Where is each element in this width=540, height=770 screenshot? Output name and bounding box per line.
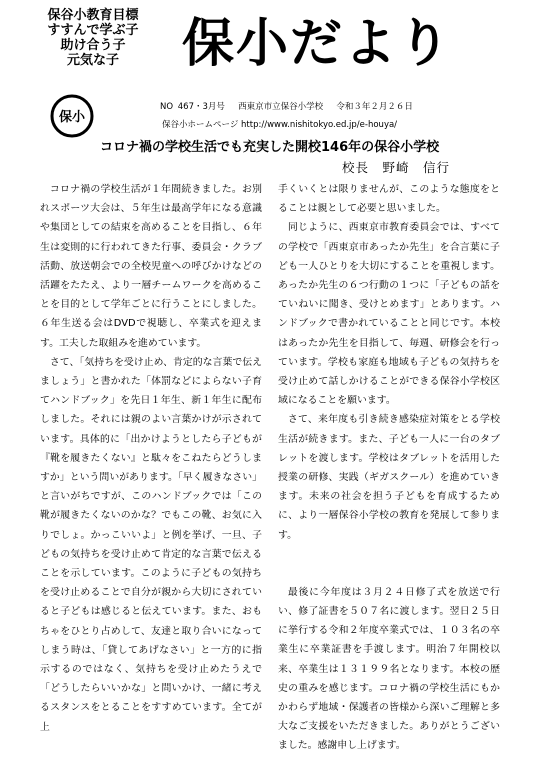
homepage-label: 保谷小ホームページ: [162, 120, 239, 130]
paragraph: さて、「気持ちを受け止め、肯定的な言葉で伝えましょう」と書かれた「体罰などによらない子育てハンドブック」を先日１年生、新１年生に配布しました。それには親のよい言葉かけが示されています。具体的に「出かけようとしたら子どもが『靴を履きたくない』と駄々をこねたらどうしますか」という問いがあります。「早く履きなさい」と言いがちですが、このハンドブックでは「この靴が履きたくないのかな？でもこの靴、お気に入りでしょ。かっこいいよ」と例を挙げ、一旦、子どもの気持ちを受け止めて肯定的な言葉で伝えることを示しています。このように子どもの気持ちを受け止めることで自分が親から大切にされていると子どもは感じると伝えています。また、おもちゃをひとり占めして、友達と取り合いになってしまう時は、「貸してあげなさい」と一方的に指示するのではなく、気持ちを受け止めたうえで「どうしたらいいかな」と問いかけ、一緒に考えるスタンスをとることをすすめています。全てが上: [40, 356, 262, 733]
article-column-right: [278, 180, 500, 756]
paragraph: コロナ禍の学校生活が１年間続きました。お別れスポーツ大会は、５年生は最高学年になる意識や集団としての結束を高めることを目指し、６年生は変則的に行われてきた行事、委員会・クラブ活動、放送朝会での全校児童への呼びかけなどの活躍をたたえ、より一層チームワークを高めることを目的として学年ごとに行うことにしました。６年生送る会はDVDで視聴し、卒業式を迎えます。工夫した取組みを進めています。: [40, 184, 262, 349]
issue-date: 令和３年２月２６日: [336, 102, 413, 112]
article-headline: コロナ禍の学校生活でも充実した開校146年の保谷小学校: [100, 140, 440, 155]
issue-info: [160, 100, 413, 112]
school-seal-icon: [50, 94, 94, 138]
paragraph-gap: [278, 545, 500, 583]
paragraph: 同じように、西東京市教育委員会では、すべての学校で「西東京市あったか先生」を合言葉に子ども一人ひとりを大切にすることを重視します。あったか先生の６つ行動の１つに「子どもの話をていねいに聞き、受けとめます」とあります。ハンドブックで書かれていることと同じです。本校はあったか先生を目指して、毎週、研修会を行っています。学校も家庭も地域も子どもの気持ちを受け止めて話しかけることができる保谷小学校区域になることを願います。: [278, 222, 500, 407]
paragraph: 手くいくとは限りませんが、このような態度をとることは親として必要と思いました。: [278, 184, 500, 215]
motto-line: 元気な子: [66, 53, 119, 68]
paragraph: さて、来年度も引き続き感染症対策をとる学校生活が続きます。また、子ども一人に一台のタブレットを渡します。学校はタブレットを活用した授業の研修、実践（ギガスクール）を進めていきます。未来の社会を担う子どもを育成するために、より一層保谷小学校の教育を発展して参ります。: [278, 414, 500, 541]
homepage-url[interactable]: http://www.nishitokyo.ed.jp/e-houya/: [241, 120, 398, 130]
motto-line: 助け合う子: [60, 38, 126, 53]
issue-number: NO 467・3月号: [160, 102, 225, 112]
seal-text: 保小: [58, 110, 86, 125]
newsletter-title: 保小だより: [182, 13, 453, 74]
school-motto: [18, 8, 168, 68]
motto-line: 保谷小教育目標: [47, 8, 139, 23]
homepage-line: [162, 118, 397, 130]
paragraph: 最後に今年度は３月２４日修了式を放送で行い、修了証書を５０７名に渡します。翌日２５日に挙行する令和２年度卒業式では、１０３名の卒業生に卒業証書を手渡します。明治７年開校以来、卒業生は１３１９９名となります。本校の歴史の重みを感じます。コロナ禍の学校生活にもかかわらず地域・保護者の皆様から深いご理解と多大なご支援をいただきました。ありがとうございました。感謝申し上げます。: [278, 586, 500, 752]
article-author: 校長 野崎 信行: [342, 160, 451, 175]
publisher: 西東京市立保谷小学校: [238, 102, 324, 112]
motto-line: すすんで学ぶ子: [47, 23, 139, 38]
article-column-left: [40, 180, 262, 737]
